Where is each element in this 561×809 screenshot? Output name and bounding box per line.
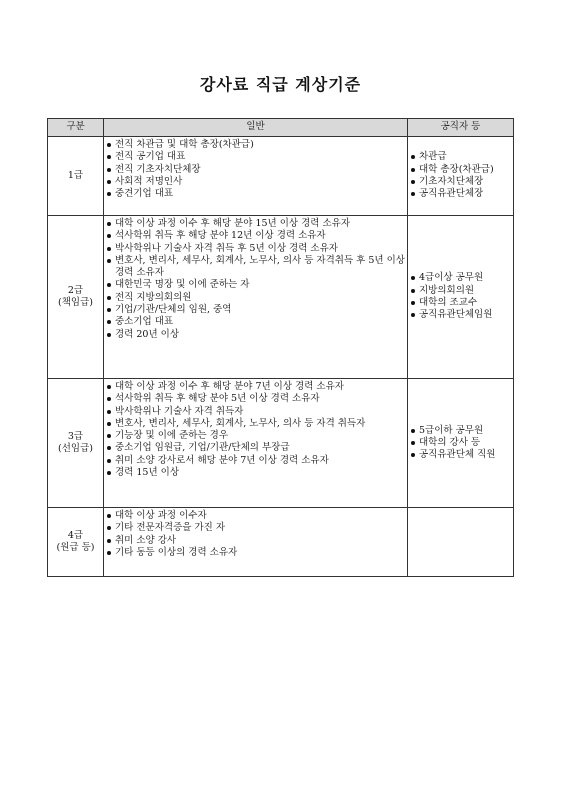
public-item: 대학 총장(차관급) xyxy=(411,164,511,176)
general-item: 경력 20년 이상 xyxy=(107,329,405,341)
general-item: 박사학위나 기술사 자격 취득 후 5년 이상 경력 소유자 xyxy=(107,243,405,255)
general-item: 전직 기초자치단체장 xyxy=(107,164,405,176)
grade-label: 1급 xyxy=(67,169,84,181)
general-item: 대학 이상 과정 이수 후 해당 분야 15년 이상 경력 소유자 xyxy=(107,218,405,230)
header-general: 일반 xyxy=(104,119,408,137)
public-item: 대학의 조교수 xyxy=(411,297,511,309)
public-item: 공직유관단체 직원 xyxy=(411,449,511,461)
public-item: 차관급 xyxy=(411,151,511,163)
general-item: 대한민국 명장 및 이에 준하는 자 xyxy=(107,279,405,291)
table-header-row xyxy=(48,119,514,137)
header-grade: 구분 xyxy=(48,119,104,137)
general-item: 사회적 저명인사 xyxy=(107,176,405,188)
header-public: 공직자 등 xyxy=(408,119,514,137)
general-item: 기타 동등 이상의 경력 소유자 xyxy=(107,547,405,559)
table-row xyxy=(48,379,514,508)
general-item: 박사학위나 기술사 자격 취득자 xyxy=(107,406,405,418)
public-item: 공직유관단체장 xyxy=(411,188,511,200)
grade-sublabel: (선임급) xyxy=(58,443,93,454)
grade-cell xyxy=(48,216,104,379)
grade-label: 4급 xyxy=(67,529,84,541)
grade-label: 2급 xyxy=(67,284,84,296)
criteria-table xyxy=(47,118,514,577)
general-item: 중견기업 대표 xyxy=(107,188,405,200)
grade-cell xyxy=(48,508,104,577)
general-item: 전직 지방의회의원 xyxy=(107,292,405,304)
grade-cell xyxy=(48,379,104,508)
page-title: 강사료 직급 계상기준 xyxy=(199,75,362,94)
general-cell xyxy=(104,137,408,216)
general-cell xyxy=(104,216,408,379)
public-item: 대학의 강사 등 xyxy=(411,437,511,449)
public-item: 공직유관단체임원 xyxy=(411,309,511,321)
general-cell xyxy=(104,379,408,508)
general-item: 취미 소양 강사 xyxy=(107,535,405,547)
public-cell xyxy=(408,508,514,577)
general-item: 대학 이상 과정 이수자 xyxy=(107,510,405,522)
general-item: 경력 15년 이상 xyxy=(107,467,405,479)
public-cell xyxy=(408,216,514,379)
general-item: 전직 공기업 대표 xyxy=(107,151,405,163)
public-item: 기초자치단체장 xyxy=(411,176,511,188)
general-item: 기업/기관/단체의 임원, 중역 xyxy=(107,304,405,316)
grade-sublabel: (책임급) xyxy=(58,297,93,308)
table-row xyxy=(48,137,514,216)
public-item: 지방의회의원 xyxy=(411,285,511,297)
general-item: 기능장 및 이에 준하는 경우 xyxy=(107,430,405,442)
general-item: 취미 소양 강사로서 해당 분야 7년 이상 경력 소유자 xyxy=(107,455,405,467)
public-item: 5급이하 공무원 xyxy=(411,425,511,437)
general-item: 중소기업 대표 xyxy=(107,316,405,328)
public-cell xyxy=(408,379,514,508)
table-row xyxy=(48,216,514,379)
public-item: 4급이상 공무원 xyxy=(411,272,511,284)
general-item: 석사학위 취득 후 해당 분야 5년 이상 경력 소유자 xyxy=(107,393,405,405)
general-item: 전직 차관급 및 대학 총장(차관급) xyxy=(107,139,405,151)
general-item: 기타 전문자격증을 가진 자 xyxy=(107,522,405,534)
general-item: 변호사, 변리사, 세무사, 회계사, 노무사, 의사 등 자격 취득자 xyxy=(107,418,405,430)
general-cell xyxy=(104,508,408,577)
grade-sublabel: (원급 등) xyxy=(56,542,95,553)
general-item: 중소기업 임원급, 기업/기관/단체의 부장급 xyxy=(107,442,405,454)
general-item: 변호사, 변리사, 세무사, 회계사, 노무사, 의사 등 자격취득 후 5년 이상 경력 소유자 xyxy=(107,255,405,280)
table-row xyxy=(48,508,514,577)
general-item: 대학 이상 과정 이수 후 해당 분야 7년 이상 경력 소유자 xyxy=(107,381,405,393)
general-item: 석사학위 취득 후 해당 분야 12년 이상 경력 소유자 xyxy=(107,230,405,242)
grade-label: 3급 xyxy=(67,430,84,442)
public-cell xyxy=(408,137,514,216)
grade-cell xyxy=(48,137,104,216)
